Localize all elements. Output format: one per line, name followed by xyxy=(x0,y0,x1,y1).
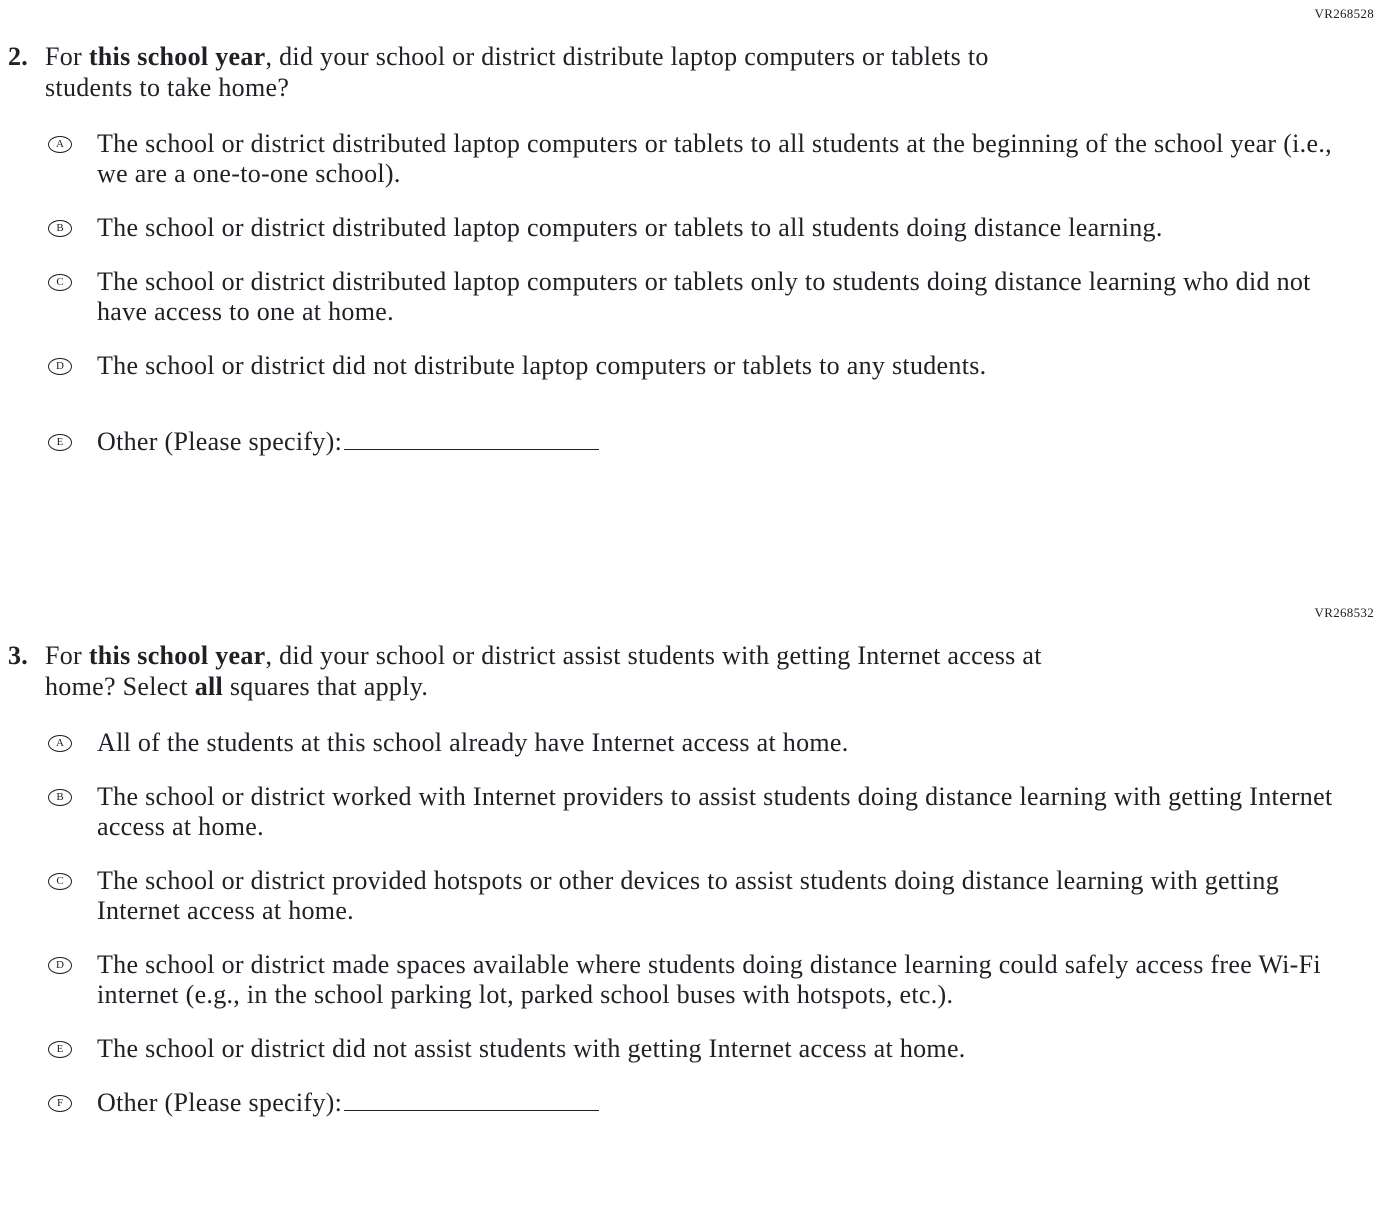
option-3f-other[interactable] xyxy=(48,1088,1374,1118)
bubble-cell xyxy=(48,427,97,451)
question-2-options xyxy=(48,129,1374,457)
question-2-header xyxy=(8,41,1374,103)
option-label: All of the students at this school already have Internet access at home. xyxy=(97,728,849,757)
prompt-bold-part: this school year xyxy=(88,42,266,71)
option-3b[interactable] xyxy=(48,782,1374,842)
option-3a[interactable] xyxy=(48,728,1374,758)
option-label: The school or district worked with Internet providers to assist students doing distance learning with getting Internet access at home. xyxy=(97,782,1333,841)
question-3-options xyxy=(48,728,1374,1118)
choice-bubble-2e[interactable] xyxy=(48,434,72,451)
other-write-in-blank-q2[interactable] xyxy=(344,428,599,450)
option-label: The school or district distributed laptop computers or tablets to all students doing distance learning. xyxy=(97,213,1163,242)
bubble-cell xyxy=(48,351,97,375)
bubble-cell xyxy=(48,782,97,806)
choice-letter: D xyxy=(56,360,64,372)
other-label: Other (Please specify): xyxy=(97,427,343,456)
form-code-q3: VR268532 xyxy=(1314,605,1374,620)
prompt-part: squares that apply. xyxy=(223,672,429,701)
bubble-cell xyxy=(48,728,97,752)
choice-letter: C xyxy=(56,276,64,288)
option-label xyxy=(97,427,599,457)
bubble-cell xyxy=(48,866,97,890)
option-label: The school or district distributed laptop computers or tablets only to students doing distance learning who did not have access to one at home. xyxy=(97,267,1311,326)
choice-bubble-3a[interactable] xyxy=(48,735,72,752)
option-label: The school or district did not distribute laptop computers or tablets to any students. xyxy=(97,351,987,380)
option-3e[interactable] xyxy=(48,1034,1374,1064)
prompt-part: , did your school or district distribute laptop computers or tablets to students to take home? xyxy=(45,42,989,102)
option-label xyxy=(97,1088,599,1118)
other-label: Other (Please specify): xyxy=(97,1088,343,1117)
choice-letter: A xyxy=(56,737,64,749)
choice-bubble-3d[interactable] xyxy=(48,957,72,974)
choice-bubble-3b[interactable] xyxy=(48,789,72,806)
choice-bubble-2b[interactable] xyxy=(48,220,72,237)
choice-letter: E xyxy=(56,436,64,448)
bubble-cell xyxy=(48,213,97,237)
choice-bubble-3c[interactable] xyxy=(48,873,72,890)
option-2b[interactable] xyxy=(48,213,1374,243)
choice-letter: A xyxy=(56,138,64,150)
choice-letter: C xyxy=(56,875,64,887)
option-3d[interactable] xyxy=(48,950,1374,1010)
option-3c[interactable] xyxy=(48,866,1374,926)
question-2 xyxy=(8,41,1374,457)
option-label: The school or district made spaces available where students doing distance learning could safely access free Wi-Fi internet (e.g., in the school parking lot, parked school buses with hotspots, etc.). xyxy=(97,950,1321,1009)
option-2a[interactable] xyxy=(48,129,1374,189)
bubble-cell xyxy=(48,267,97,291)
question-3-prompt xyxy=(45,640,1065,702)
prompt-part: , did your school or district assist students with getting Internet access at home? Select xyxy=(45,641,1042,701)
choice-bubble-2a[interactable] xyxy=(48,136,72,153)
bubble-cell xyxy=(48,1034,97,1058)
question-3 xyxy=(8,640,1374,1118)
question-3-number: 3. xyxy=(8,641,29,670)
option-label: The school or district did not assist students with getting Internet access at home. xyxy=(97,1034,966,1063)
prompt-bold-part: this school year xyxy=(88,641,266,670)
option-label: The school or district distributed laptop computers or tablets to all students at the beginning of the school year (i.e., we are a one-to-one school). xyxy=(97,129,1332,188)
option-2c[interactable] xyxy=(48,267,1374,327)
question-2-number: 2. xyxy=(8,42,29,71)
bubble-cell xyxy=(48,129,97,153)
bubble-cell xyxy=(48,950,97,974)
prompt-part: For xyxy=(45,641,89,670)
option-2d[interactable] xyxy=(48,351,1374,381)
choice-bubble-3f[interactable] xyxy=(48,1095,72,1112)
choice-letter: D xyxy=(56,959,64,971)
option-2e-other[interactable] xyxy=(48,427,1374,457)
choice-letter: F xyxy=(56,1097,64,1109)
prompt-part: For xyxy=(45,42,89,71)
choice-letter: B xyxy=(56,791,64,803)
option-label: The school or district provided hotspots or other devices to assist students doing distance learning with getting Internet access at home. xyxy=(97,866,1280,925)
choice-bubble-3e[interactable] xyxy=(48,1041,72,1058)
form-code-q2: VR268528 xyxy=(1314,6,1374,21)
question-3-header xyxy=(8,640,1374,702)
prompt-bold-part: all xyxy=(194,672,224,701)
choice-letter: E xyxy=(56,1043,64,1055)
bubble-cell xyxy=(48,1088,97,1112)
choice-bubble-2d[interactable] xyxy=(48,358,72,375)
other-write-in-blank-q3[interactable] xyxy=(344,1089,599,1111)
question-2-prompt xyxy=(45,41,1065,103)
choice-letter: B xyxy=(56,222,64,234)
choice-bubble-2c[interactable] xyxy=(48,274,72,291)
